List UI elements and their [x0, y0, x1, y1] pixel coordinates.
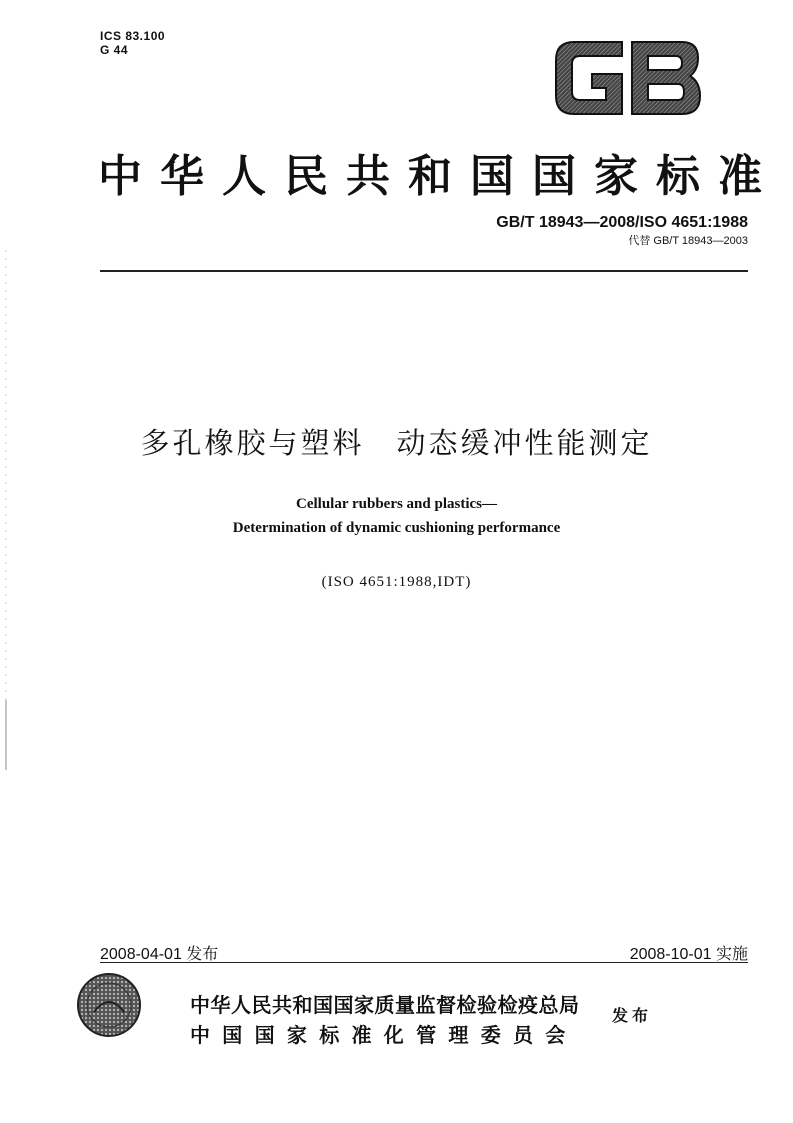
scan-edge-marks	[4, 250, 8, 770]
replaces-note: 代替 GB/T 18943—2003	[628, 235, 748, 247]
gb-logo-text: GB	[627, 98, 629, 99]
issue-date: 2008-04-01 发布	[100, 946, 219, 963]
title-english-line1: Cellular rubbers and plastics—	[296, 496, 497, 512]
gb-logo	[552, 38, 702, 118]
title-chinese: 多孔橡胶与塑料 动态缓冲性能测定	[140, 426, 653, 460]
national-standard-heading: 中华人民共和国国家标准	[98, 151, 780, 202]
publish-label: 发布	[612, 1006, 653, 1025]
official-seal-icon	[76, 972, 142, 1038]
issuer-aqsiq: 中华人民共和国国家质量监督检验检疫总局	[190, 993, 580, 1017]
iso-reference: (ISO 4651:1988,IDT)	[321, 574, 472, 590]
header-rule	[100, 270, 748, 272]
implementation-date: 2008-10-01 实施	[629, 946, 748, 963]
ccs-code: G 44	[100, 43, 129, 57]
issuer-sac: 中国国家标准化管理委员会	[190, 1023, 578, 1047]
title-english-line2: Determination of dynamic cushioning performance	[232, 520, 561, 536]
ics-code: ICS 83.100	[100, 29, 166, 43]
standard-number: GB/T 18943—2008/ISO 4651:1988	[496, 214, 748, 231]
classification-codes	[100, 29, 165, 57]
footer-rule	[100, 962, 748, 963]
